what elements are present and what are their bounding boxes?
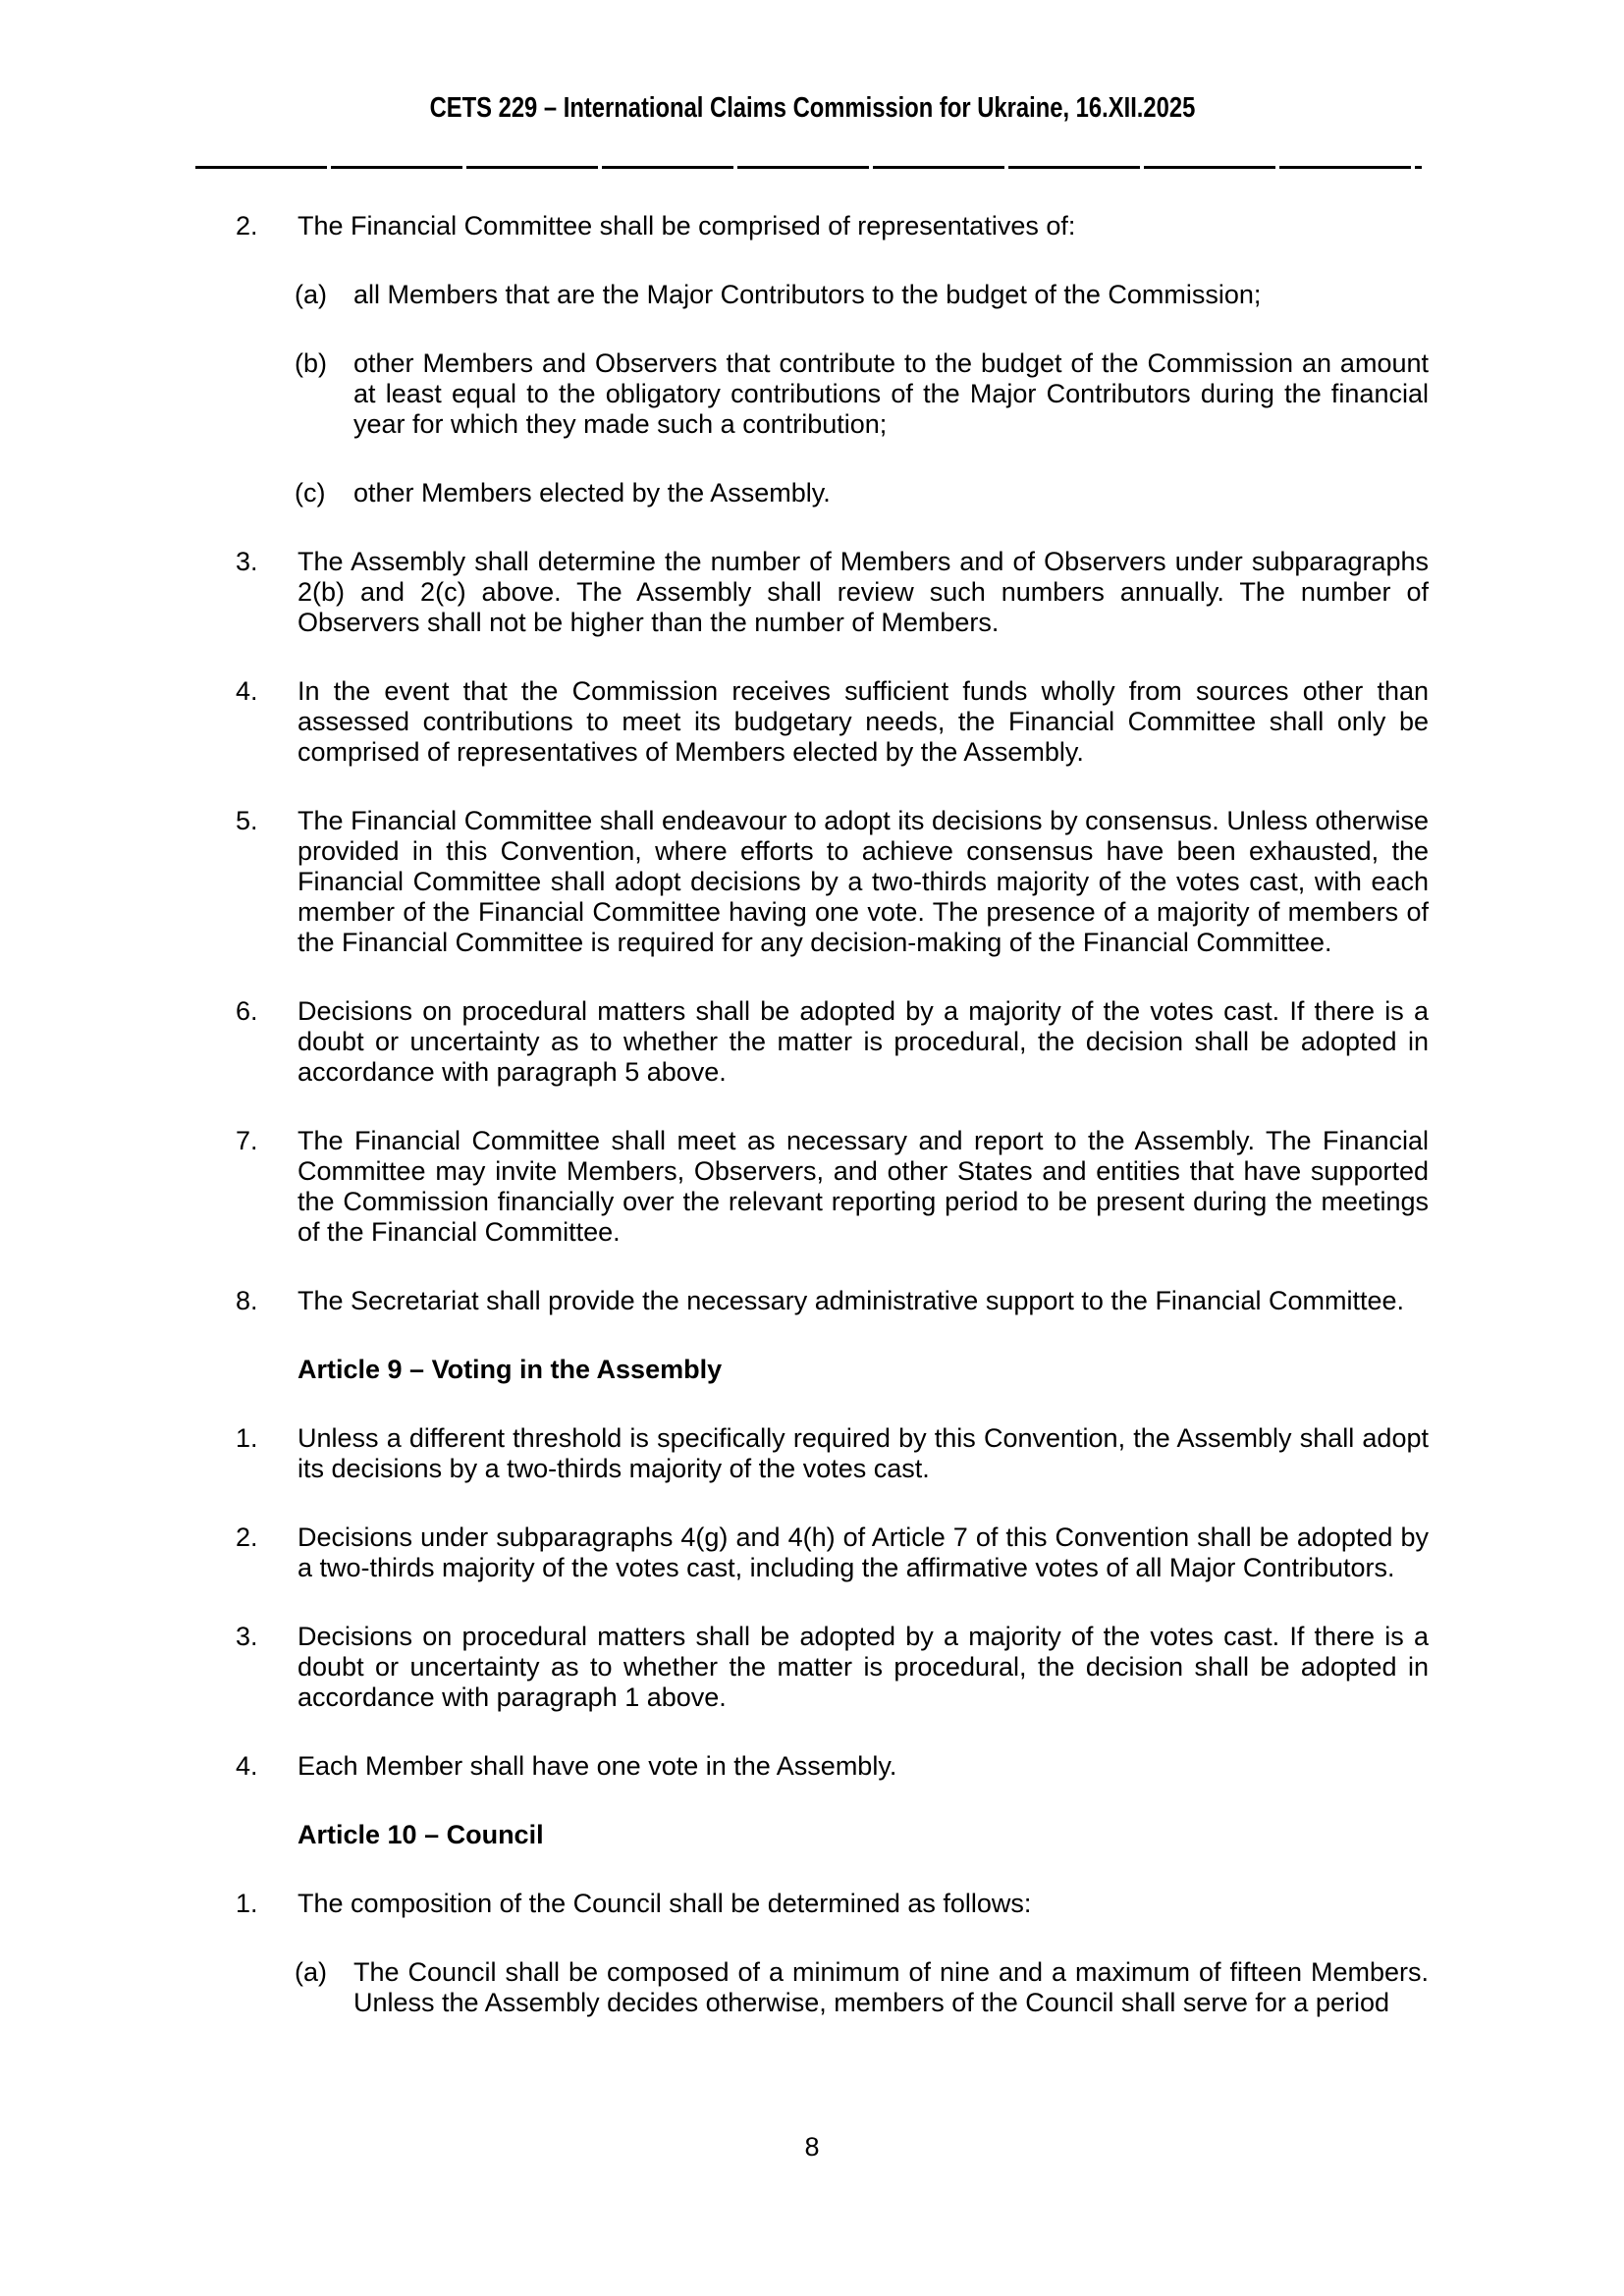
paragraph-text: Unless a different threshold is specifically required by this Convention, the Assembly shall adopt its decisions by a two-thirds majority of the votes cast. (298, 1423, 1429, 1483)
article-heading (298, 1355, 1429, 1385)
page-number: 8 (804, 2132, 820, 2162)
paragraph-item (236, 1751, 1429, 1782)
paragraph-item (236, 1423, 1429, 1484)
subparagraph-text: other Members elected by the Assembly. (353, 478, 831, 507)
paragraph-text: Each Member shall have one vote in the Assembly. (298, 1751, 897, 1781)
paragraph-number: 8. (236, 1286, 258, 1315)
subparagraph-text: other Members and Observers that contribute to the budget of the Commission an amount at least equal to the obligatory contributions of the Major Contributors during the financial year for which they made such a contribution; (353, 348, 1429, 439)
paragraph-number: 2. (236, 1522, 258, 1552)
paragraph-number: 4. (236, 676, 258, 706)
paragraph-number: 3. (236, 547, 258, 576)
paragraph-item (236, 1622, 1429, 1713)
subparagraph-letter: (b) (295, 348, 327, 378)
page-header (0, 90, 1624, 126)
paragraph-item (236, 547, 1429, 638)
article-heading-text: Article 10 – Council (298, 1820, 544, 1849)
article-heading-text: Article 9 – Voting in the Assembly (298, 1355, 723, 1384)
paragraph-item (236, 996, 1429, 1088)
paragraph-item (236, 1126, 1429, 1248)
paragraph-number: 6. (236, 996, 258, 1026)
paragraph-item (236, 676, 1429, 768)
subparagraph-item (295, 280, 1429, 310)
paragraph-number: 7. (236, 1126, 258, 1155)
paragraph-text: Decisions under subparagraphs 4(g) and 4(h) of Article 7 of this Convention shall be adopted by a two-thirds majority of the votes cast, including the affirmative votes of all Major Contributors. (298, 1522, 1429, 1582)
subparagraph-letter: (c) (295, 478, 326, 507)
paragraph-text: The Financial Committee shall meet as necessary and report to the Assembly. The Financial Committee may invite Members, Observers, and other States and entities that have supported the Commission financially over the relevant reporting period to be present during the meetings of the Financial Committee. (298, 1126, 1429, 1247)
paragraph-item (236, 1889, 1429, 1919)
subparagraph-item (295, 478, 1429, 508)
paragraph-item (236, 211, 1429, 241)
subparagraph-item (295, 348, 1429, 440)
header-rule (195, 166, 1422, 169)
paragraph-text: In the event that the Commission receives sufficient funds wholly from sources other than assessed contributions to meet its budgetary needs, the Financial Committee shall only be comprised of representatives of Members elected by the Assembly. (298, 676, 1429, 767)
paragraph-item (236, 1522, 1429, 1583)
article-heading (298, 1820, 1429, 1850)
paragraph-number: 4. (236, 1751, 258, 1781)
paragraph-item (236, 806, 1429, 958)
paragraph-number: 1. (236, 1423, 258, 1453)
paragraph-text: The Assembly shall determine the number of Members and of Observers under subparagraphs 2(b) and 2(c) above. The Assembly shall review such numbers annually. The number of Observers shall not be higher than the number of Members. (298, 547, 1429, 637)
subparagraph-text: The Council shall be composed of a minimum of nine and a maximum of fifteen Members. Unless the Assembly decides otherwise, members of the Council shall serve for a period (353, 1957, 1429, 2017)
paragraph-text: The Financial Committee shall be comprised of representatives of: (298, 211, 1076, 240)
paragraph-number: 3. (236, 1622, 258, 1651)
subparagraph-letter: (a) (295, 1957, 327, 1987)
paragraph-number: 5. (236, 806, 258, 835)
paragraph-number: 2. (236, 211, 258, 240)
paragraph-text: Decisions on procedural matters shall be adopted by a majority of the votes cast. If there is a doubt or uncertainty as to whether the matter is procedural, the decision shall be adopted in accordance with paragraph 1 above. (298, 1622, 1429, 1712)
paragraph-number: 1. (236, 1889, 258, 1918)
header-title: CETS 229 – International Claims Commission for Ukraine, 16.XII.2025 (429, 92, 1195, 124)
document-body (236, 211, 1429, 2056)
subparagraph-item (295, 1957, 1429, 2018)
paragraph-text: The composition of the Council shall be determined as follows: (298, 1889, 1032, 1918)
paragraph-text: The Financial Committee shall endeavour to adopt its decisions by consensus. Unless otherwise provided in this Convention, where efforts to achieve consensus have been exhausted, the Financial Committee shall adopt decisions by a two-thirds majority of the votes cast, with each member of the Financial Committee having one vote. The presence of a majority of members of the Financial Committee is required for any decision-making of the Financial Committee. (298, 806, 1429, 957)
paragraph-text: The Secretariat shall provide the necessary administrative support to the Financial Committee. (298, 1286, 1405, 1315)
subparagraph-letter: (a) (295, 280, 327, 309)
subparagraph-text: all Members that are the Major Contributors to the budget of the Commission; (353, 280, 1262, 309)
paragraph-item (236, 1286, 1429, 1316)
paragraph-text: Decisions on procedural matters shall be adopted by a majority of the votes cast. If there is a doubt or uncertainty as to whether the matter is procedural, the decision shall be adopted in accordance with paragraph 5 above. (298, 996, 1429, 1087)
